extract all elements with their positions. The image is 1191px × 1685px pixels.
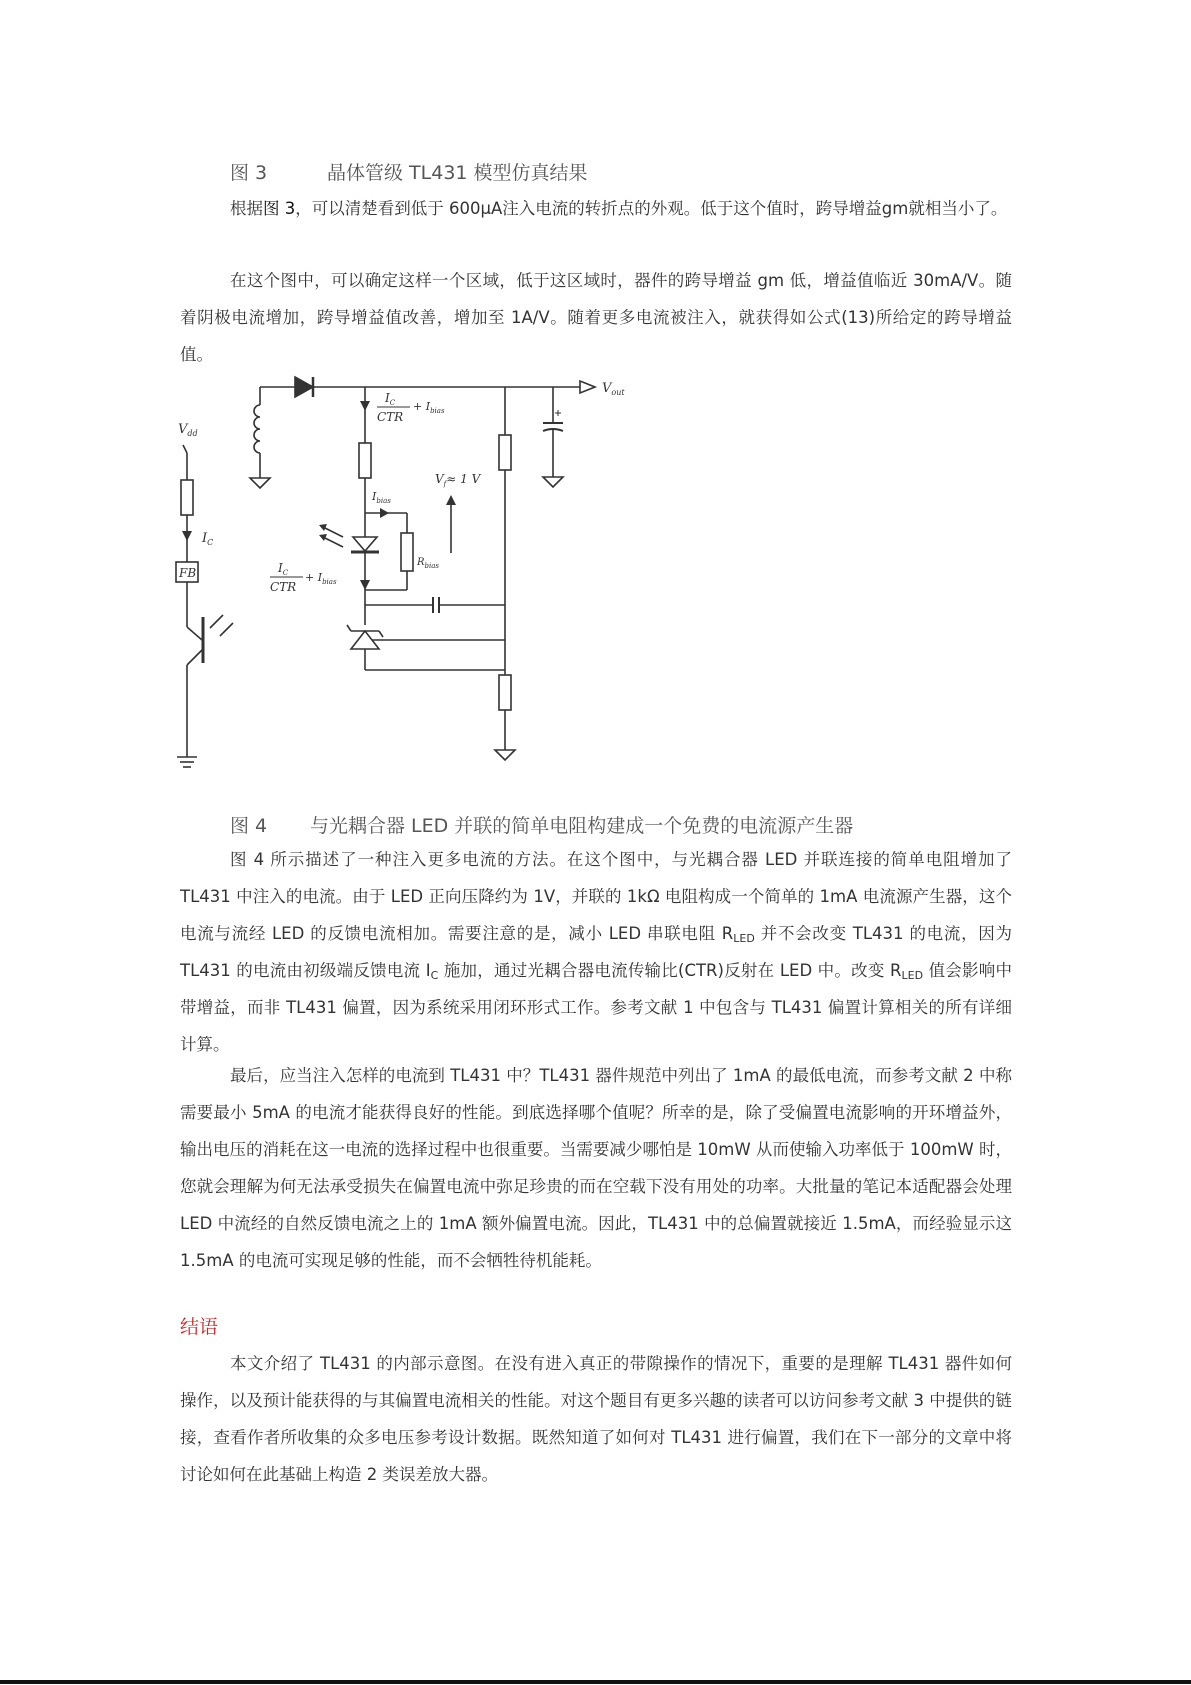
tl431-cathode-tick-r bbox=[379, 631, 383, 637]
fig4-caption bbox=[230, 811, 853, 838]
light-arrow-2 bbox=[220, 623, 233, 636]
emit-arrow-2 bbox=[323, 537, 343, 547]
svg-text:+ Ibias: + $I_{bias}$ bbox=[305, 571, 337, 586]
fb-label: FB bbox=[179, 566, 197, 580]
paragraph-1 bbox=[180, 190, 1012, 227]
ground-icon-2 bbox=[495, 750, 515, 760]
svg-text:Vf≈ 1 V: $V_f\approx 1$ V bbox=[435, 472, 481, 488]
para3-text-a: 图 4 所示描述了一种注入更多电流的方法。在这个图中，与光耦合器 LED 并联连接的简单电阻增加了 TL431 中注入的电流。由于 LED 正向压降约为 1V，并联的 1kΩ 电阻构成一个简单的 1mA 电流源产生器，这个电流与流经 LED 的反馈电流相加。需要注意的是，减小 LED 串联电阻 R bbox=[180, 850, 1012, 943]
conclusion-paragraph: 本文介绍了 TL431 的内部示意图。在没有进入真正的带隙操作的情况下，重要的是理解 TL431 器件如何操作，以及预计能获得的与其偏置电流相关的性能。对这个题目有更多兴趣的读者可以访问参考文献 3 中提供的链接，查看作者所收集的众多电压参考设计数据。既然知道了如何对 TL431 进行偏置，我们在下一部分的文章中将讨论如何在此基础上构造 2 类误差放大器。 bbox=[180, 1354, 1012, 1484]
para1-text-a: 根据 bbox=[230, 199, 263, 218]
para3-sub-c: C bbox=[430, 969, 439, 982]
ic-arrow-icon bbox=[182, 531, 192, 541]
para1-fig-ref: 图 3 bbox=[263, 199, 296, 218]
resistor-rbias bbox=[401, 533, 413, 571]
ground-icon bbox=[250, 478, 270, 488]
para3-text-b: 并不会改变 TL431 的电流，因为 TL431 的电流由初级端反馈电流 I bbox=[180, 924, 1012, 980]
svg-text:Vout: $V_{out}$ bbox=[602, 381, 625, 397]
fig4-title: 与光耦合器 LED 并联的简单电阻构建成一个免费的电流源产生器 bbox=[310, 815, 854, 837]
emit-arrowhead-1 bbox=[319, 524, 327, 531]
led-icon bbox=[353, 537, 377, 551]
fig4-number: 图 4 bbox=[230, 815, 268, 837]
svg-text:IC: $I_C$ bbox=[385, 391, 396, 407]
phototransistor-collector bbox=[187, 627, 202, 640]
paragraph-3 bbox=[180, 841, 1012, 1063]
svg-text:Ibias: $I_{bias}$ bbox=[372, 490, 391, 505]
svg-text:IC: $I_C$ bbox=[278, 561, 289, 577]
bottom-rule bbox=[0, 1680, 1191, 1684]
fig3-caption bbox=[230, 158, 588, 185]
paragraph-2: 在这个图中，可以确定这样一个区域，低于这区域时，器件的跨导增益 gm 低，增益值临近 30mA/V。随着阴极电流增加，跨导增益值改善，增加至 1A/V。随着更多电流被注入，就获得如公式(13)所给定的跨导增益值。 bbox=[180, 271, 1012, 364]
fig3-number: 图 3 bbox=[230, 162, 268, 184]
resistor-lower bbox=[499, 675, 511, 710]
para3-sub-led-2: LED bbox=[901, 969, 924, 982]
para1-text-b: ，可以清楚看到低于 600μA注入电流的转折点的外观。低于这个值时，跨导增益gm就相当小了。 bbox=[295, 199, 1008, 218]
para3-text-c: 施加，通过光耦合器电流传输比(CTR)反射在 LED 中。改变 R bbox=[438, 961, 902, 980]
fig3-title: 晶体管级 TL431 模型仿真结果 bbox=[327, 162, 588, 184]
resistor-upper bbox=[499, 435, 511, 470]
svg-text:Rbias: $R_{bias}$ bbox=[417, 557, 440, 570]
light-arrow-1 bbox=[210, 615, 223, 628]
svg-text:IC: $I_C$ bbox=[202, 531, 214, 547]
para3-text-d: 值会影响中带增益，而非 TL431 偏置，因为系统采用闭环形式工作。参考文献 1 中包含与 TL431 偏置计算相关的所有详细计算。 bbox=[180, 961, 1012, 1054]
paragraph-4: 最后，应当注入怎样的电流到 TL431 中？TL431 器件规范中列出了 1mA 的最低电流，而参考文献 2 中称需要最小 5mA 的电流才能获得良好的性能。到底选择哪个值呢？所幸的是，除了受偏置电流影响的开环增益外，输出电压的消耗在这一电流的选择过程中也很重要。当需要减少哪怕是 10mW 从而使输入功率低于 100mW 时，您就会理解为何无法承受损失在偏置电流中弥足珍贵的而在空载下没有用处的功率。大批量的笔记本适配器会处理 LED 中流经的自然反馈电流之上的 1mA 额外偏置电流。因此，TL431 中的总偏置就接近 1.5mA，而经验显示这 1.5mA 的电流可实现足够的性能，而不会牺牲待机能耗。 bbox=[180, 1066, 1012, 1270]
frac-bottom-label: CTR bbox=[377, 410, 404, 424]
current-arrow-icon bbox=[360, 401, 370, 411]
conclusion-heading: 结语 bbox=[180, 1316, 219, 1338]
tl431-cathode-tick-l bbox=[347, 625, 351, 631]
ibias-arrow-icon bbox=[380, 508, 389, 518]
resistor-led bbox=[359, 443, 371, 478]
ground-icon-3 bbox=[543, 477, 563, 487]
svg-text:+ Ibias: + $I_{bias}$ bbox=[413, 400, 445, 415]
phototransistor-emitter bbox=[187, 650, 202, 665]
para3-sub-led-1: LED bbox=[733, 932, 755, 945]
vf-arrowhead-icon bbox=[446, 495, 456, 505]
svg-text:Vdd: $V_{dd}$ bbox=[178, 422, 198, 438]
emit-arrowhead-2 bbox=[319, 534, 327, 541]
circuit-diagram bbox=[175, 365, 645, 785]
frac-bottom-label-2: CTR bbox=[270, 580, 297, 594]
vout-arrow-icon bbox=[580, 381, 595, 393]
tl431-current-arrow bbox=[360, 580, 370, 590]
resistor-vdd bbox=[181, 480, 193, 515]
vdd-tick bbox=[183, 445, 187, 453]
transformer-winding-icon bbox=[254, 405, 260, 453]
diode-icon bbox=[295, 377, 313, 397]
